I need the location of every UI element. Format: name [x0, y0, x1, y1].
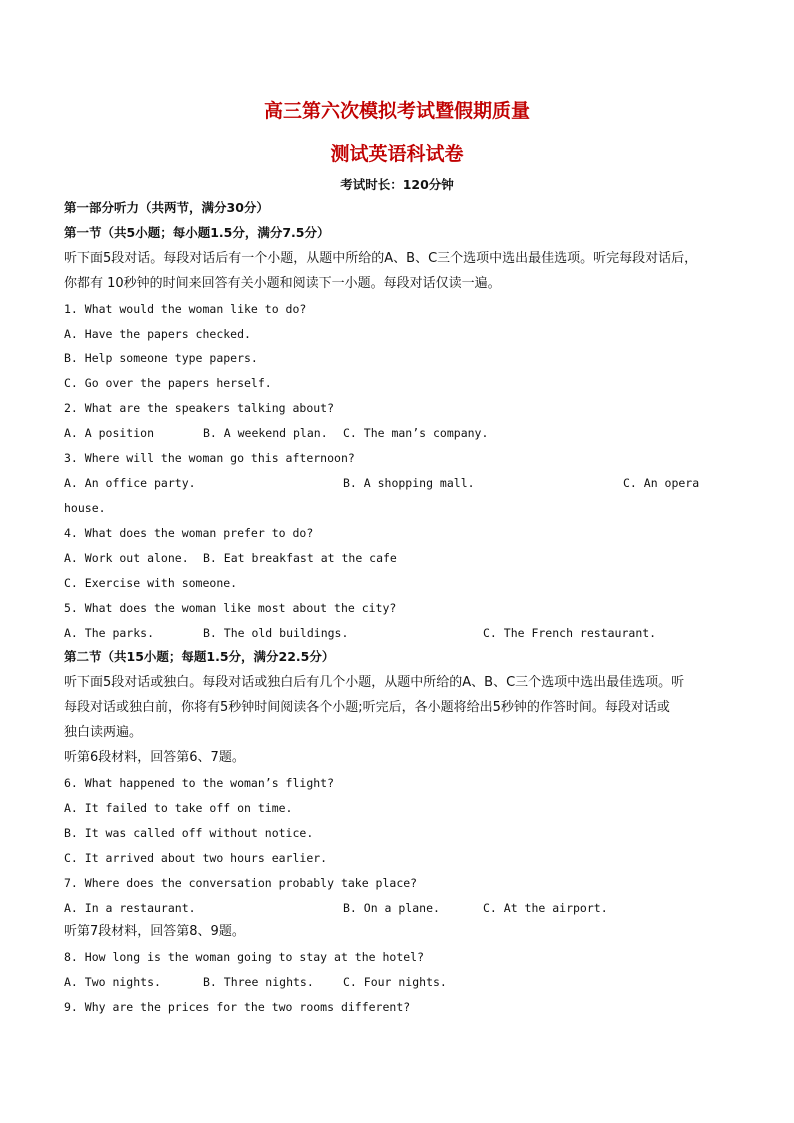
q8-option-b: B. Three nights.: [203, 975, 314, 989]
exam-title-line1: 高三第六次模拟考试暨假期质量: [263, 100, 530, 122]
q3-option-c: C. An opera: [623, 476, 700, 490]
q1-option-c: C. Go over the papers herself.: [64, 376, 272, 390]
q3-option-c-continued: house.: [64, 501, 106, 515]
q7-option-a: A. In a restaurant.: [64, 901, 196, 915]
q1-option-a: A. Have the papers checked.: [64, 327, 251, 341]
exam-duration: 考试时长：120分钟: [340, 177, 454, 192]
q1-option-b: B. Help someone type papers.: [64, 351, 258, 365]
q3-stem: 3. Where will the woman go this afternoon?: [64, 451, 355, 465]
section1-instructions-1: 听下面5段对话。每段对话后有一个小题，从题中所给的A、B、C三个选项中选出最佳选项。听完每段对话后，: [64, 251, 698, 266]
q2-option-b: B. A weekend plan.: [203, 426, 328, 440]
section2-instructions-3: 独白读两遍。: [64, 725, 143, 740]
q5-option-a: A. The parks.: [64, 626, 155, 640]
q8-option-a: A. Two nights.: [64, 975, 161, 989]
section2-heading: 第二节（共15小题；每题1.5分，满分22.5分）: [64, 649, 335, 664]
q7-option-c: C. At the airport.: [483, 901, 608, 915]
section1-heading: 第一节（共5小题；每小题1.5分，满分7.5分）: [64, 225, 330, 240]
material6-note: 听第6段材料，回答第6、7题。: [64, 750, 245, 765]
q5-option-c: C. The French restaurant.: [483, 626, 657, 640]
exam-title-line2: 测试英语科试卷: [330, 143, 464, 165]
q5-option-b: B. The old buildings.: [203, 626, 349, 640]
q3-option-b: B. A shopping mall.: [343, 476, 475, 490]
q8-option-c: C. Four nights.: [343, 975, 447, 989]
material7-note: 听第7段材料，回答第8、9题。: [64, 924, 245, 939]
q6-option-b: B. It was called off without notice.: [64, 826, 314, 840]
q6-option-a: A. It failed to take off on time.: [64, 801, 293, 815]
q3-option-a: A. An office party.: [64, 476, 196, 490]
q7-option-b: B. On a plane.: [343, 901, 440, 915]
q4-option-c: C. Exercise with someone.: [64, 576, 238, 590]
q2-option-a: A. A position: [64, 426, 155, 440]
section2-instructions-1: 听下面5段对话或独白。每段对话或独白后有几个小题，从题中所给的A、B、C三个选项中选出最佳选项。听: [64, 675, 685, 690]
q4-option-a: A. Work out alone.: [64, 551, 189, 565]
q4-stem: 4. What does the woman prefer to do?: [64, 526, 314, 540]
q6-stem: 6. What happened to the woman’s flight?: [64, 776, 335, 790]
q2-stem: 2. What are the speakers talking about?: [64, 401, 335, 415]
q8-stem: 8. How long is the woman going to stay at the hotel?: [64, 950, 425, 964]
section2-instructions-2: 每段对话或独白前，你将有5秒钟时间阅读各个小题;听完后，各小题将给出5秒钟的作答时间。每段对话或: [64, 700, 670, 715]
q1-stem: 1. What would the woman like to do?: [64, 302, 307, 316]
section1-instructions-2: 你都有 10秒钟的时间来回答有关小题和阅读下一小题。每段对话仅读一遍。: [64, 276, 501, 291]
q5-stem: 5. What does the woman like most about the city?: [64, 601, 397, 615]
q7-stem: 7. Where does the conversation probably take place?: [64, 876, 418, 890]
q9-stem: 9. Why are the prices for the two rooms different?: [64, 1000, 411, 1014]
q2-option-c: C. The man’s company.: [343, 426, 489, 440]
q4-option-b: B. Eat breakfast at the cafe: [203, 551, 397, 565]
q6-option-c: C. It arrived about two hours earlier.: [64, 851, 328, 865]
part1-heading: 第一部分听力（共两节，满分30分）: [64, 200, 269, 215]
